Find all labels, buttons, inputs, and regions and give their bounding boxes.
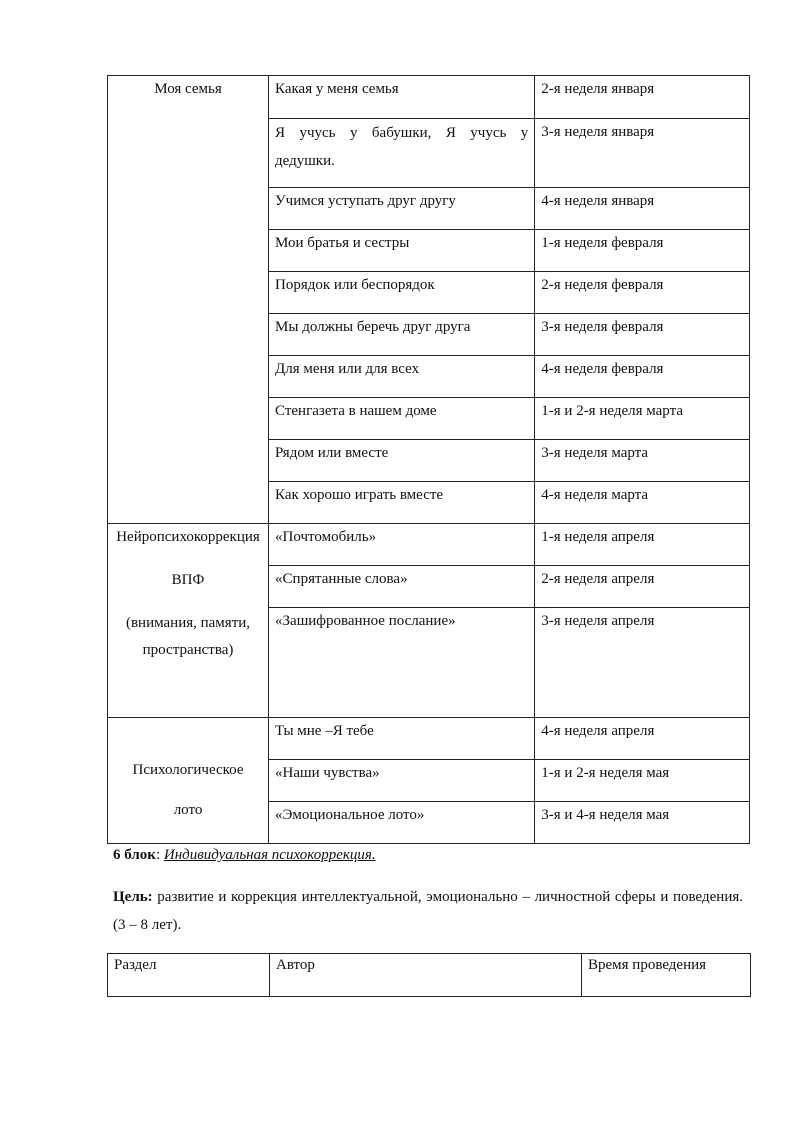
topic-line: Я учусь у бабушки, Я учусь у bbox=[275, 125, 529, 141]
header-section: Раздел bbox=[108, 954, 270, 997]
table-row bbox=[108, 76, 750, 119]
topic-cell: «Зашифрованное послание» bbox=[269, 608, 535, 718]
topic-cell: Порядок или беспорядок bbox=[269, 272, 535, 314]
section-title: Нейропсихокоррекция bbox=[116, 529, 260, 545]
header-time: Время проведения bbox=[582, 954, 751, 997]
topic-cell: Учимся уступать друг другу bbox=[269, 188, 535, 230]
topic-cell: «Наши чувства» bbox=[269, 760, 535, 802]
time-cell: 3-я неделя января bbox=[535, 119, 750, 188]
table-header-row bbox=[108, 954, 751, 997]
topic-cell: «Эмоциональное лото» bbox=[269, 802, 535, 844]
time-cell: 1-я неделя февраля bbox=[535, 230, 750, 272]
section-title: ВПФ bbox=[171, 572, 205, 588]
block-separator: : bbox=[155, 847, 164, 863]
time-cell: 4-я неделя марта bbox=[535, 482, 750, 524]
block-label: 6 блок bbox=[113, 847, 156, 863]
time-cell: 4-я неделя февраля bbox=[535, 356, 750, 398]
topic-cell: Мы должны беречь друг друга bbox=[269, 314, 535, 356]
topic-cell: Стенгазета в нашем доме bbox=[269, 398, 535, 440]
topic-cell: Какая у меня семья bbox=[269, 76, 535, 119]
topic-line: дедушки. bbox=[275, 153, 335, 169]
goal-paragraph bbox=[113, 883, 743, 939]
goal-label: Цель: bbox=[113, 889, 153, 905]
section-title: пространства) bbox=[142, 642, 234, 658]
time-cell: 1-я неделя апреля bbox=[535, 524, 750, 566]
time-cell: 2-я неделя февраля bbox=[535, 272, 750, 314]
time-cell: 1-я и 2-я неделя марта bbox=[535, 398, 750, 440]
section-cell-psy-lotto bbox=[108, 718, 269, 844]
topic-cell: «Почтомобиль» bbox=[269, 524, 535, 566]
time-cell: 2-я неделя января bbox=[535, 76, 750, 119]
section-title: Психологическое bbox=[132, 762, 244, 778]
time-cell: 3-я неделя февраля bbox=[535, 314, 750, 356]
block-heading bbox=[113, 847, 376, 864]
section-cell-my-family bbox=[108, 76, 269, 524]
authors-table bbox=[107, 953, 751, 997]
topic-cell: Ты мне –Я тебе bbox=[269, 718, 535, 760]
topic-cell: «Спрятанные слова» bbox=[269, 566, 535, 608]
topic-cell: Рядом или вместе bbox=[269, 440, 535, 482]
topic-cell bbox=[269, 119, 535, 188]
time-cell: 3-я неделя марта bbox=[535, 440, 750, 482]
time-cell: 3-я неделя апреля bbox=[535, 608, 750, 718]
topic-cell: Для меня или для всех bbox=[269, 356, 535, 398]
section-cell-neuro bbox=[108, 524, 269, 718]
time-cell: 2-я неделя апреля bbox=[535, 566, 750, 608]
time-cell: 4-я неделя января bbox=[535, 188, 750, 230]
table-row bbox=[108, 524, 750, 566]
topic-cell: Как хорошо играть вместе bbox=[269, 482, 535, 524]
schedule-table bbox=[107, 75, 750, 844]
table-row bbox=[108, 718, 750, 760]
section-title: лото bbox=[173, 802, 203, 818]
block-title: Индивидуальная психокоррекция. bbox=[163, 847, 376, 863]
time-cell: 4-я неделя апреля bbox=[535, 718, 750, 760]
time-cell: 1-я и 2-я неделя мая bbox=[535, 760, 750, 802]
goal-text: развитие и коррекция интеллектуальной, эмоционально – личностной сферы и поведения. (3 – 8 лет). bbox=[113, 889, 743, 933]
section-title: Моя семья bbox=[154, 81, 222, 97]
time-cell: 3-я и 4-я неделя мая bbox=[535, 802, 750, 844]
section-title: (внимания, памяти, bbox=[125, 615, 251, 631]
topic-cell: Мои братья и сестры bbox=[269, 230, 535, 272]
header-author: Автор bbox=[270, 954, 582, 997]
